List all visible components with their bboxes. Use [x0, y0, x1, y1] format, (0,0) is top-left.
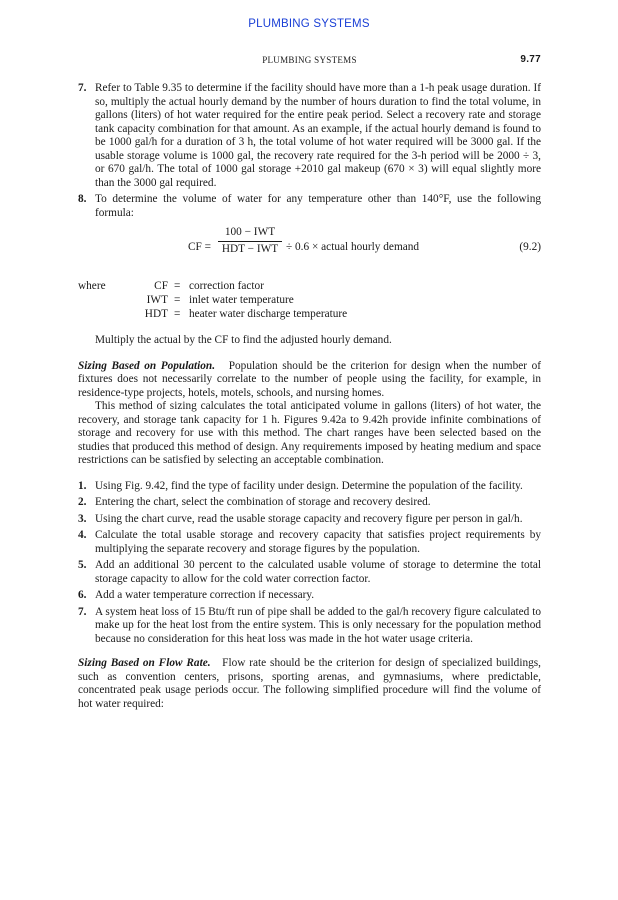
list-item-number: 4. [78, 529, 87, 541]
correction-factor-formula [78, 226, 541, 276]
definition-symbol: CF [154, 280, 168, 292]
flow-rate-paragraph [78, 657, 541, 711]
list-item-number: 1. [78, 479, 87, 492]
list-item-text: Entering the chart, select the combination of storage and recovery desired. [95, 496, 431, 508]
formula-denominator: HDT − IWT [221, 242, 279, 255]
equation-number: (9.2) [519, 241, 541, 253]
list-item [78, 559, 541, 586]
definition-text: inlet water temperature [189, 294, 294, 306]
list-item-number: 6. [78, 589, 87, 601]
definition-equals: = [174, 280, 181, 292]
list-item-text: Add an additional 30 percent to the calculated usable volume of storage to determine the total storage capacity to allow for the cold water correction factor. [95, 559, 541, 585]
list-item-text: To determine the volume of water for any temperature other than 140°F, use the following formula: [95, 193, 541, 219]
definition-equals: = [174, 294, 181, 306]
list-item [78, 589, 541, 603]
list-item [78, 82, 541, 190]
list-item-number: 2. [78, 496, 87, 508]
formula-lhs: CF = [188, 241, 212, 253]
list-item-text: A system heat loss of 15 Btu/ft run of pipe shall be added to the gal/h recovery figure calculated to make up for the heat lost from the entire system. This is only necessary for the population method because no consideration for this heat loss was made in the hot water usage criteria. [95, 605, 541, 645]
multiply-instruction: Multiply the actual by the CF to find the adjusted hourly demand. [95, 334, 392, 346]
list-item-text: Calculate the total usable storage and recovery capacity that satisfies project requirements by multiplying the separate recovery and storage figures by the population. [95, 529, 541, 555]
list-item-number: 5. [78, 559, 87, 571]
list-item [78, 496, 541, 510]
steps-list-a [78, 82, 541, 220]
list-item-text: Using the chart curve, read the usable storage capacity and recovery figure per person in gal/h. [95, 512, 523, 525]
steps-list-b [78, 480, 541, 647]
list-item-number: 7. [78, 82, 87, 94]
flow-rate-text: Flow rate should be the criterion for design of specialized buildings, such as convention centers, prisons, sporting arenas, and gymnasiums, where predictable, concentrated peak usage periods occur. The following simplified procedure will find the volume of hot water required: [78, 657, 541, 710]
list-item-number: 7. [78, 605, 87, 618]
list-item [78, 480, 541, 494]
definition-text: heater water discharge temperature [189, 308, 348, 320]
definition-text: correction factor [189, 280, 264, 292]
flow-rate-heading: Sizing Based on Flow Rate. [78, 657, 211, 669]
running-head-title: PLUMBING SYSTEMS [262, 55, 357, 65]
formula-rest: ÷ 0.6 × actual hourly demand [286, 241, 420, 253]
formula-fraction [218, 226, 282, 256]
definition-row [108, 280, 408, 294]
definition-symbol: HDT [144, 308, 168, 320]
where-label: where [78, 280, 106, 292]
population-text-1: Population should be the criterion for design when the number of fixtures does not necessarily correlate to the number of people using the facility, for example, in residence-type projects, hotels, motels, schools, and nursing homes. [78, 359, 541, 399]
definition-equals: = [174, 308, 181, 320]
banner-title: PLUMBING SYSTEMS [248, 18, 370, 30]
list-item [78, 513, 541, 527]
formula-numerator: 100 − IWT [218, 226, 282, 242]
population-paragraph-1 [78, 360, 541, 401]
list-item-text: Add a water temperature correction if necessary. [95, 589, 315, 601]
population-heading: Sizing Based on Population. [78, 359, 216, 372]
definition-row [108, 294, 408, 308]
variable-definitions [78, 280, 541, 326]
running-head [78, 55, 541, 69]
page-number: 9.77 [520, 54, 541, 65]
list-item-number: 8. [78, 193, 87, 205]
list-item-text: Using Fig. 9.42, find the type of facility under design. Determine the population of the facility. [95, 479, 523, 492]
list-item [78, 529, 541, 556]
definition-symbol: IWT [146, 294, 168, 306]
list-item [78, 193, 541, 220]
list-item-text: Refer to Table 9.35 to determine if the facility should have more than a 1-h peak usage duration. If so, multiply the actual hourly demand by the number of hours duration to find the total volume, in gallons (liters) of hot water required for the entire peak period. Select a recovery rate and storage tank capacity combination for that amount. As an example, if the actual hourly demand is found to be 1000 gal/h for a duration of 3 h, the total volume of hot water required will be 3000 gal. If the usable storage volume is 1000 gal, the recovery rate required for the 3-h period will be 2000 ÷ 3, or 670 gal/h. The total of 1000 gal storage +2010 gal makeup (670 × 3) will equal slightly more than the 3000 gal required. [95, 82, 541, 189]
list-item-number: 3. [78, 512, 87, 525]
page-content [78, 82, 541, 711]
population-paragraph-2: This method of sizing calculates the total anticipated volume in gallons (liters) of hot water, the recovery, and storage tank capacity for 1 h. Figures 9.42a to 9.42h provide infinite combinations of storage and recovery for use with this method. The chart ranges have been selected based on the studies that produced this method of design. Any requirements imposed by heating medium and space restrictions can be satisfied by selecting an acceptable combination. [78, 400, 541, 466]
definition-row [108, 308, 408, 322]
list-item [78, 606, 541, 647]
